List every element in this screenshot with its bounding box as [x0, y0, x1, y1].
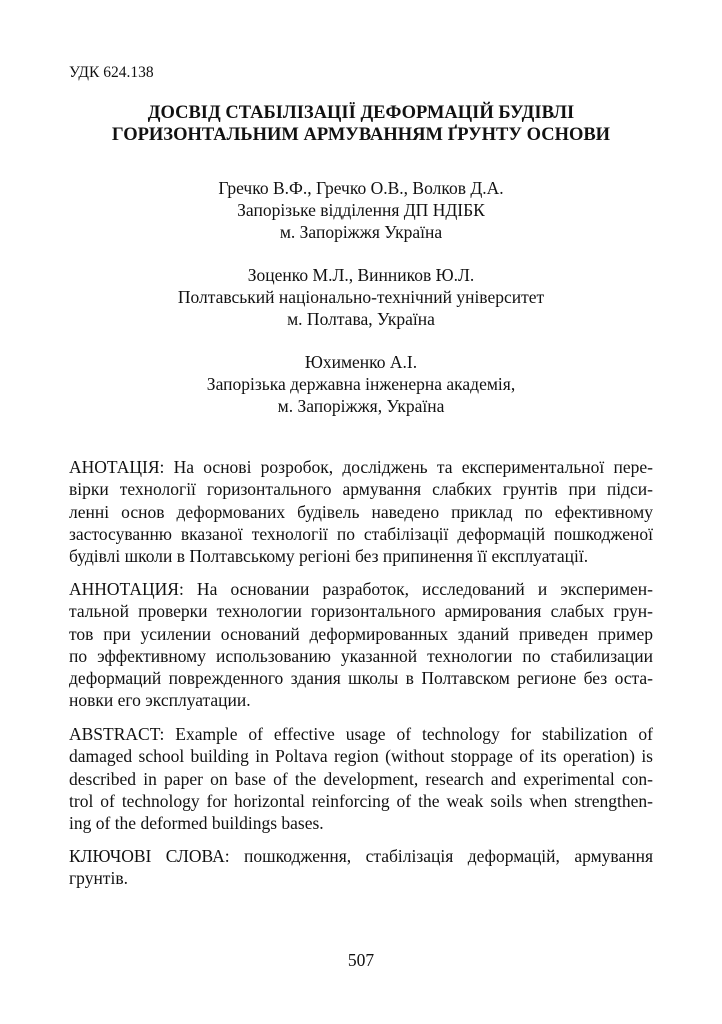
- authors: Зоценко М.Л., Винников Ю.Л.: [247, 265, 475, 285]
- authors: Юхименко А.І.: [304, 352, 418, 372]
- abstract-line: тальной проверки технологии горизонтального армирования слабых грун-: [69, 601, 653, 622]
- abstract-line: тов при усилении оснований деформированных зданий приведен пример: [69, 623, 653, 644]
- keywords-line: КЛЮЧОВІ СЛОВА: пошкодження, стабілізація деформацій, армування: [69, 846, 653, 866]
- affiliation-block-2: [60, 264, 662, 330]
- abstract-line: вірки технології горизонтального армування слабких грунтів при підси-: [69, 479, 653, 500]
- city: м. Запоріжжя, Україна: [277, 396, 445, 416]
- abstract-english: [69, 723, 653, 834]
- abstract-line: новки его эксплуатации.: [69, 690, 251, 711]
- page-number: 507: [347, 950, 375, 970]
- title-line-1: ДОСВІД СТАБІЛІЗАЦІЇ ДЕФОРМАЦІЙ БУДІВЛІ: [147, 103, 575, 123]
- affiliation-block-3: [60, 351, 662, 417]
- abstract-russian: [69, 578, 653, 712]
- city: м. Полтава, Україна: [287, 309, 435, 329]
- abstract-ukrainian: [69, 456, 653, 567]
- abstract-line: ленні основ деформованих будівель наведено приклад по ефективному: [69, 501, 653, 522]
- title-line-2: ГОРИЗОНТАЛЬНИМ АРМУВАННЯМ ҐРУНТУ ОСНОВИ: [111, 125, 611, 145]
- keywords-line: грунтів.: [69, 868, 128, 889]
- abstract-line: будівлі школи в Полтавському регіоні без припинення її експлуатації.: [69, 546, 589, 567]
- abstract-line: damaged school building in Poltava region (without stoppage of its operation) is: [69, 746, 653, 767]
- keywords: [69, 845, 653, 890]
- abstract-line: по эффективному использованию указанной технологии по стабилизации: [69, 645, 653, 666]
- authors: Гречко В.Ф., Гречко О.В., Волков Д.А.: [218, 178, 504, 198]
- abstract-line: described in paper on base of the development, research and experimental con-: [69, 768, 653, 789]
- organization: Полтавський національно-технічний університет: [177, 287, 545, 307]
- organization: Запорізьке відділення ДП НДІБК: [237, 200, 485, 220]
- paper-title: [60, 102, 662, 146]
- abstract-line: АННОТАЦИЯ: На основании разработок, исследований и эксперимен-: [69, 579, 653, 599]
- abstract-line: ing of the deformed buildings bases.: [69, 813, 324, 834]
- udc-code: УДК 624.138: [69, 64, 154, 81]
- organization: Запорізька державна інженерна академія,: [206, 374, 516, 394]
- abstract-line: АНОТАЦІЯ: На основі розробок, досліджень та експериментальної пере-: [69, 457, 653, 477]
- abstract-line: trol of technology for horizontal reinforcing of the weak soils when strengthen-: [69, 790, 653, 811]
- abstract-line: застосуванню вказаної технології по стабілізації деформацій пошкодженої: [69, 523, 653, 544]
- affiliation-block-1: [60, 177, 662, 243]
- abstract-line: ABSTRACT: Example of effective usage of technology for stabilization of: [69, 724, 653, 744]
- abstract-line: деформаций поврежденного здания школы в Полтавском регионе без оста-: [69, 668, 653, 689]
- city: м. Запоріжжя Україна: [279, 222, 443, 242]
